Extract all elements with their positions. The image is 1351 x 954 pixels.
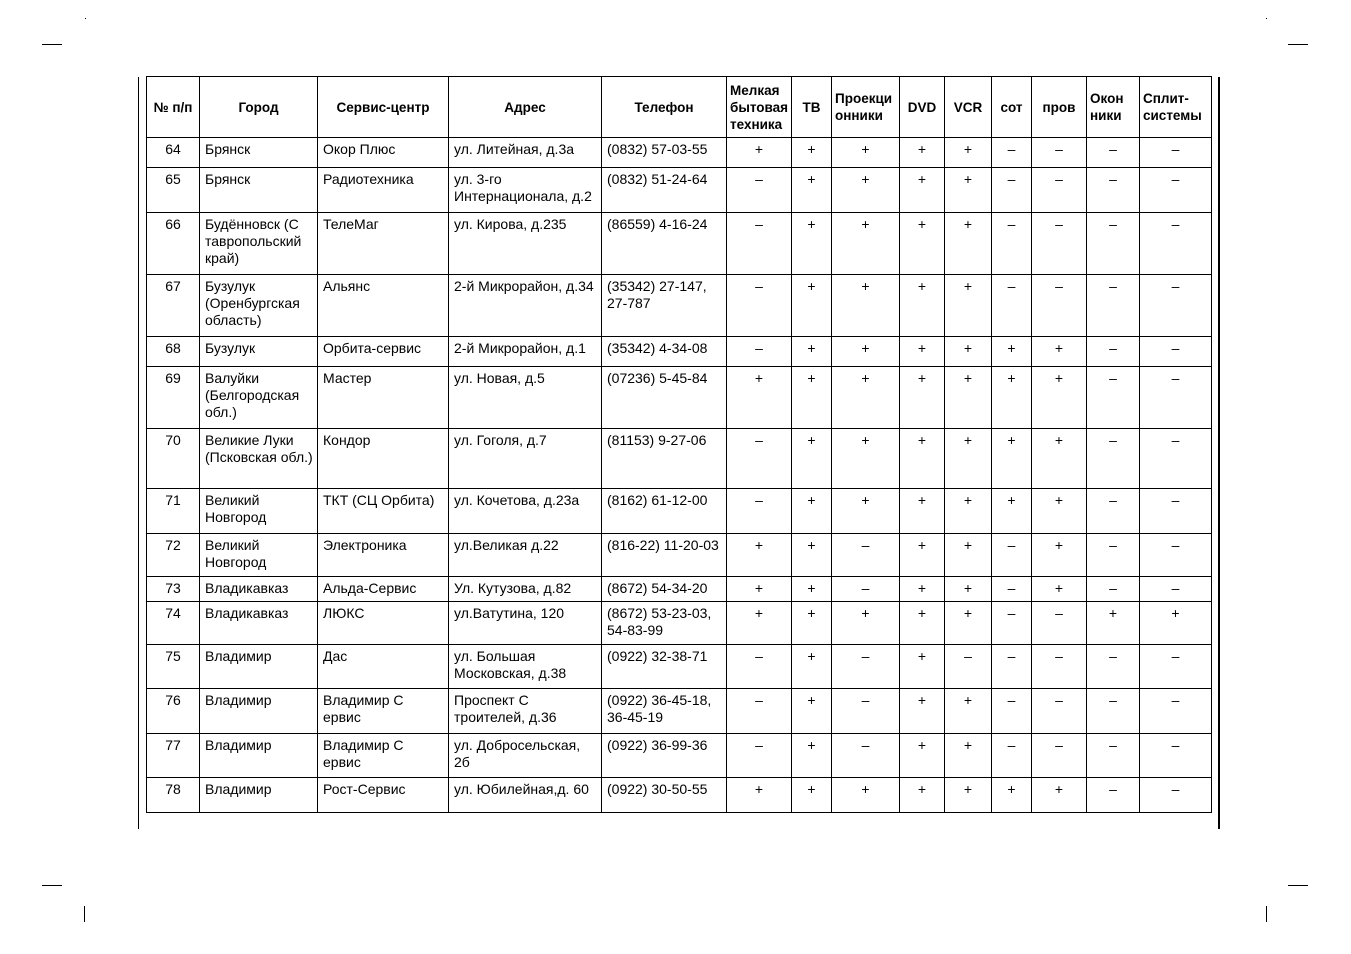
support-mark-cell: –	[832, 534, 900, 577]
address-cell: ул. Большая Московская, д.38	[449, 645, 602, 689]
support-mark-cell: –	[832, 734, 900, 778]
support-mark-cell: +	[992, 778, 1032, 813]
support-mark-cell: +	[832, 367, 900, 429]
table-header-row	[147, 77, 1212, 138]
table-row	[147, 337, 1212, 367]
service-centers-table	[146, 76, 1212, 813]
phone-cell: (81153) 9-27-06	[602, 429, 727, 489]
support-mark-cell: +	[792, 778, 832, 813]
header-center: Сервис-центр	[318, 77, 449, 138]
support-mark-cell: –	[1087, 689, 1140, 734]
city-cell: Будённовск (С тавропольский край)	[200, 213, 318, 275]
header-phone: Телефон	[602, 77, 727, 138]
service-center-cell: Мастер	[318, 367, 449, 429]
crop-mark	[84, 906, 85, 922]
city-cell: Владикавказ	[200, 602, 318, 645]
row-number: 73	[147, 577, 200, 602]
support-mark-cell: +	[900, 778, 945, 813]
support-mark-cell: +	[1032, 778, 1087, 813]
table-row	[147, 489, 1212, 534]
header-city: Город	[200, 77, 318, 138]
support-mark-cell: +	[992, 337, 1032, 367]
support-mark-cell: –	[992, 138, 1032, 168]
phone-cell: (8162) 61-12-00	[602, 489, 727, 534]
support-mark-cell: +	[792, 367, 832, 429]
support-mark-cell: +	[792, 275, 832, 337]
support-mark-cell: +	[900, 275, 945, 337]
table-row	[147, 367, 1212, 429]
support-mark-cell: –	[727, 689, 792, 734]
table-row	[147, 429, 1212, 489]
support-mark-cell: –	[1087, 577, 1140, 602]
support-mark-cell: +	[945, 778, 992, 813]
phone-cell: (0922) 32-38-71	[602, 645, 727, 689]
support-mark-cell: +	[1032, 577, 1087, 602]
table-row	[147, 577, 1212, 602]
phone-cell: (0922) 36-99-36	[602, 734, 727, 778]
support-mark-cell: +	[900, 734, 945, 778]
city-cell: Великий Новгород	[200, 534, 318, 577]
support-mark-cell: +	[832, 275, 900, 337]
support-mark-cell: –	[1087, 734, 1140, 778]
row-number: 76	[147, 689, 200, 734]
support-mark-cell: +	[792, 168, 832, 213]
service-center-cell: Орбита-сервис	[318, 337, 449, 367]
support-mark-cell: +	[1032, 367, 1087, 429]
row-number: 67	[147, 275, 200, 337]
support-mark-cell: –	[1032, 602, 1087, 645]
service-center-cell: Альда-Сервис	[318, 577, 449, 602]
support-mark-cell: +	[945, 489, 992, 534]
support-mark-cell: +	[792, 489, 832, 534]
address-cell: Ул. Кутузова, д.82	[449, 577, 602, 602]
crop-mark	[42, 885, 62, 886]
support-mark-cell: +	[792, 213, 832, 275]
support-mark-cell: +	[900, 138, 945, 168]
header-cell: сот	[992, 77, 1032, 138]
support-mark-cell: –	[992, 534, 1032, 577]
support-mark-cell: –	[1032, 689, 1087, 734]
left-page-rule	[138, 77, 139, 829]
support-mark-cell: +	[900, 689, 945, 734]
support-mark-cell: +	[945, 429, 992, 489]
support-mark-cell: –	[1087, 337, 1140, 367]
support-mark-cell: +	[900, 337, 945, 367]
service-center-cell: Альянс	[318, 275, 449, 337]
support-mark-cell: –	[727, 337, 792, 367]
address-cell: ул. Гоголя, д.7	[449, 429, 602, 489]
support-mark-cell: +	[727, 367, 792, 429]
support-mark-cell: –	[1140, 337, 1212, 367]
support-mark-cell: –	[727, 734, 792, 778]
row-number: 66	[147, 213, 200, 275]
support-mark-cell: +	[945, 689, 992, 734]
header-address: Адрес	[449, 77, 602, 138]
support-mark-cell: –	[1140, 778, 1212, 813]
support-mark-cell: +	[832, 168, 900, 213]
support-mark-cell: +	[792, 645, 832, 689]
support-mark-cell: +	[792, 689, 832, 734]
crop-mark	[1288, 44, 1308, 45]
table-row	[147, 602, 1212, 645]
row-number: 75	[147, 645, 200, 689]
support-mark-cell: –	[1087, 489, 1140, 534]
support-mark-cell: +	[945, 275, 992, 337]
support-mark-cell: –	[992, 275, 1032, 337]
support-mark-cell: +	[945, 534, 992, 577]
row-number: 70	[147, 429, 200, 489]
support-mark-cell: +	[727, 534, 792, 577]
support-mark-cell: +	[945, 168, 992, 213]
support-mark-cell: +	[832, 429, 900, 489]
phone-cell: (86559) 4-16-24	[602, 213, 727, 275]
service-center-cell: Кондор	[318, 429, 449, 489]
phone-cell: (35342) 27-147, 27-787	[602, 275, 727, 337]
header-tv: ТВ	[792, 77, 832, 138]
support-mark-cell: –	[727, 168, 792, 213]
service-center-cell: Дас	[318, 645, 449, 689]
support-mark-cell: –	[1087, 645, 1140, 689]
support-mark-cell: –	[727, 645, 792, 689]
support-mark-cell: +	[792, 429, 832, 489]
support-mark-cell: –	[832, 689, 900, 734]
support-mark-cell: –	[1032, 213, 1087, 275]
support-mark-cell: +	[992, 489, 1032, 534]
support-mark-cell: +	[900, 534, 945, 577]
support-mark-cell: +	[945, 213, 992, 275]
support-mark-cell: –	[992, 734, 1032, 778]
support-mark-cell: +	[792, 534, 832, 577]
city-cell: Бузулук	[200, 337, 318, 367]
phone-cell: (07236) 5-45-84	[602, 367, 727, 429]
address-cell: 2-й Микрорайон, д.1	[449, 337, 602, 367]
support-mark-cell: +	[792, 734, 832, 778]
header-dvd: DVD	[900, 77, 945, 138]
row-number: 78	[147, 778, 200, 813]
support-mark-cell: –	[1032, 275, 1087, 337]
crop-mark	[42, 44, 62, 45]
support-mark-cell: –	[727, 429, 792, 489]
support-mark-cell: +	[792, 138, 832, 168]
city-cell: Владимир	[200, 689, 318, 734]
support-mark-cell: –	[832, 645, 900, 689]
row-number: 68	[147, 337, 200, 367]
support-mark-cell: +	[900, 645, 945, 689]
support-mark-cell: +	[832, 337, 900, 367]
support-mark-cell: +	[945, 602, 992, 645]
support-mark-cell: +	[992, 367, 1032, 429]
phone-cell: (0832) 51-24-64	[602, 168, 727, 213]
city-cell: Брянск	[200, 168, 318, 213]
support-mark-cell: +	[992, 429, 1032, 489]
support-mark-cell: +	[832, 602, 900, 645]
support-mark-cell: –	[1140, 489, 1212, 534]
table-row	[147, 689, 1212, 734]
address-cell: 2-й Микрорайон, д.34	[449, 275, 602, 337]
phone-cell: (816-22) 11-20-03	[602, 534, 727, 577]
table-row	[147, 213, 1212, 275]
city-cell: Великий Новгород	[200, 489, 318, 534]
support-mark-cell: +	[945, 337, 992, 367]
support-mark-cell: –	[727, 275, 792, 337]
support-mark-cell: –	[1140, 275, 1212, 337]
service-center-cell: Владимир С ервис	[318, 689, 449, 734]
row-number: 65	[147, 168, 200, 213]
header-vcr: VCR	[945, 77, 992, 138]
support-mark-cell: –	[1087, 367, 1140, 429]
support-mark-cell: –	[1032, 168, 1087, 213]
support-mark-cell: –	[1032, 645, 1087, 689]
support-mark-cell: +	[900, 168, 945, 213]
city-cell: Брянск	[200, 138, 318, 168]
header-small-appliances: Мелкая бытовая техника	[727, 77, 792, 138]
support-mark-cell: –	[1087, 429, 1140, 489]
city-cell: Владимир	[200, 734, 318, 778]
support-mark-cell: –	[1140, 138, 1212, 168]
support-mark-cell: –	[1087, 275, 1140, 337]
support-mark-cell: –	[992, 213, 1032, 275]
support-mark-cell: –	[1140, 645, 1212, 689]
address-cell: Проспект С троителей, д.36	[449, 689, 602, 734]
table-row	[147, 534, 1212, 577]
service-center-cell: Радиотехника	[318, 168, 449, 213]
service-center-cell: ТКТ (СЦ Орбита)	[318, 489, 449, 534]
table-row	[147, 275, 1212, 337]
support-mark-cell: +	[1032, 337, 1087, 367]
row-number: 77	[147, 734, 200, 778]
table-row	[147, 168, 1212, 213]
address-cell: ул. Кочетова, д.23а	[449, 489, 602, 534]
support-mark-cell: –	[1087, 213, 1140, 275]
right-page-rule	[1218, 77, 1220, 829]
address-cell: ул. Добросельская, 2б	[449, 734, 602, 778]
registration-dot	[1266, 18, 1267, 19]
header-wired: пров	[1032, 77, 1087, 138]
row-number: 71	[147, 489, 200, 534]
registration-dot	[85, 18, 86, 19]
phone-cell: (8672) 54-34-20	[602, 577, 727, 602]
table-row	[147, 138, 1212, 168]
row-number: 69	[147, 367, 200, 429]
row-number: 72	[147, 534, 200, 577]
support-mark-cell: +	[900, 489, 945, 534]
table-row	[147, 645, 1212, 689]
support-mark-cell: –	[1140, 168, 1212, 213]
support-mark-cell: +	[792, 577, 832, 602]
support-mark-cell: +	[900, 577, 945, 602]
support-mark-cell: +	[900, 602, 945, 645]
support-mark-cell: +	[1032, 489, 1087, 534]
support-mark-cell: +	[727, 778, 792, 813]
address-cell: ул. Юбилейная,д. 60	[449, 778, 602, 813]
support-mark-cell: +	[1032, 429, 1087, 489]
phone-cell: (0922) 30-50-55	[602, 778, 727, 813]
support-mark-cell: +	[1140, 602, 1212, 645]
city-cell: Владимир	[200, 778, 318, 813]
support-mark-cell: –	[832, 577, 900, 602]
support-mark-cell: –	[1140, 577, 1212, 602]
support-mark-cell: +	[832, 489, 900, 534]
support-mark-cell: +	[945, 367, 992, 429]
support-mark-cell: –	[992, 645, 1032, 689]
support-mark-cell: –	[1140, 429, 1212, 489]
support-mark-cell: –	[1140, 367, 1212, 429]
service-center-cell: Окор Плюс	[318, 138, 449, 168]
service-center-cell: Рост-Сервис	[318, 778, 449, 813]
row-number: 74	[147, 602, 200, 645]
address-cell: ул. Литейная, д.3а	[449, 138, 602, 168]
support-mark-cell: –	[1032, 734, 1087, 778]
crop-mark	[1266, 906, 1267, 922]
support-mark-cell: +	[1032, 534, 1087, 577]
support-mark-cell: +	[792, 337, 832, 367]
support-mark-cell: –	[1140, 689, 1212, 734]
address-cell: ул.Ватутина, 120	[449, 602, 602, 645]
support-mark-cell: +	[832, 213, 900, 275]
city-cell: Валуйки (Белгородская обл.)	[200, 367, 318, 429]
support-mark-cell: –	[1087, 168, 1140, 213]
support-mark-cell: +	[832, 778, 900, 813]
support-mark-cell: –	[992, 168, 1032, 213]
phone-cell: (0832) 57-03-55	[602, 138, 727, 168]
service-center-cell: ЛЮКС	[318, 602, 449, 645]
support-mark-cell: –	[992, 602, 1032, 645]
service-center-cell: Владимир С ервис	[318, 734, 449, 778]
address-cell: ул. Новая, д.5	[449, 367, 602, 429]
city-cell: Владикавказ	[200, 577, 318, 602]
phone-cell: (35342) 4-34-08	[602, 337, 727, 367]
support-mark-cell: –	[1140, 534, 1212, 577]
support-mark-cell: –	[992, 577, 1032, 602]
support-mark-cell: +	[900, 367, 945, 429]
support-mark-cell: +	[945, 577, 992, 602]
support-mark-cell: –	[992, 689, 1032, 734]
support-mark-cell: –	[1087, 534, 1140, 577]
support-mark-cell: –	[1087, 138, 1140, 168]
support-mark-cell: +	[945, 734, 992, 778]
address-cell: ул. 3-го Интернационала, д.2	[449, 168, 602, 213]
row-number: 64	[147, 138, 200, 168]
service-center-cell: ТелеМаг	[318, 213, 449, 275]
header-num: № п/п	[147, 77, 200, 138]
support-mark-cell: +	[1087, 602, 1140, 645]
support-mark-cell: –	[727, 213, 792, 275]
city-cell: Бузулук (Оренбургская область)	[200, 275, 318, 337]
support-mark-cell: –	[727, 489, 792, 534]
support-mark-cell: –	[1087, 778, 1140, 813]
table-row	[147, 778, 1212, 813]
support-mark-cell: –	[945, 645, 992, 689]
support-mark-cell: –	[1140, 734, 1212, 778]
support-mark-cell: +	[832, 138, 900, 168]
header-projectors: Проекци онники	[832, 77, 900, 138]
support-mark-cell: +	[945, 138, 992, 168]
support-mark-cell: –	[1140, 213, 1212, 275]
crop-mark	[1288, 885, 1308, 886]
header-split: Сплит-системы	[1140, 77, 1212, 138]
support-mark-cell: +	[727, 138, 792, 168]
city-cell: Великие Луки (Псковская обл.)	[200, 429, 318, 489]
support-mark-cell: +	[727, 602, 792, 645]
support-mark-cell: +	[900, 429, 945, 489]
header-window: Окон ники	[1087, 77, 1140, 138]
support-mark-cell: +	[900, 213, 945, 275]
support-mark-cell: +	[727, 577, 792, 602]
support-mark-cell: –	[1032, 138, 1087, 168]
service-center-cell: Электроника	[318, 534, 449, 577]
table-row	[147, 734, 1212, 778]
city-cell: Владимир	[200, 645, 318, 689]
support-mark-cell: +	[792, 602, 832, 645]
address-cell: ул.Великая д.22	[449, 534, 602, 577]
address-cell: ул. Кирова, д.235	[449, 213, 602, 275]
phone-cell: (0922) 36-45-18, 36-45-19	[602, 689, 727, 734]
phone-cell: (8672) 53-23-03, 54-83-99	[602, 602, 727, 645]
